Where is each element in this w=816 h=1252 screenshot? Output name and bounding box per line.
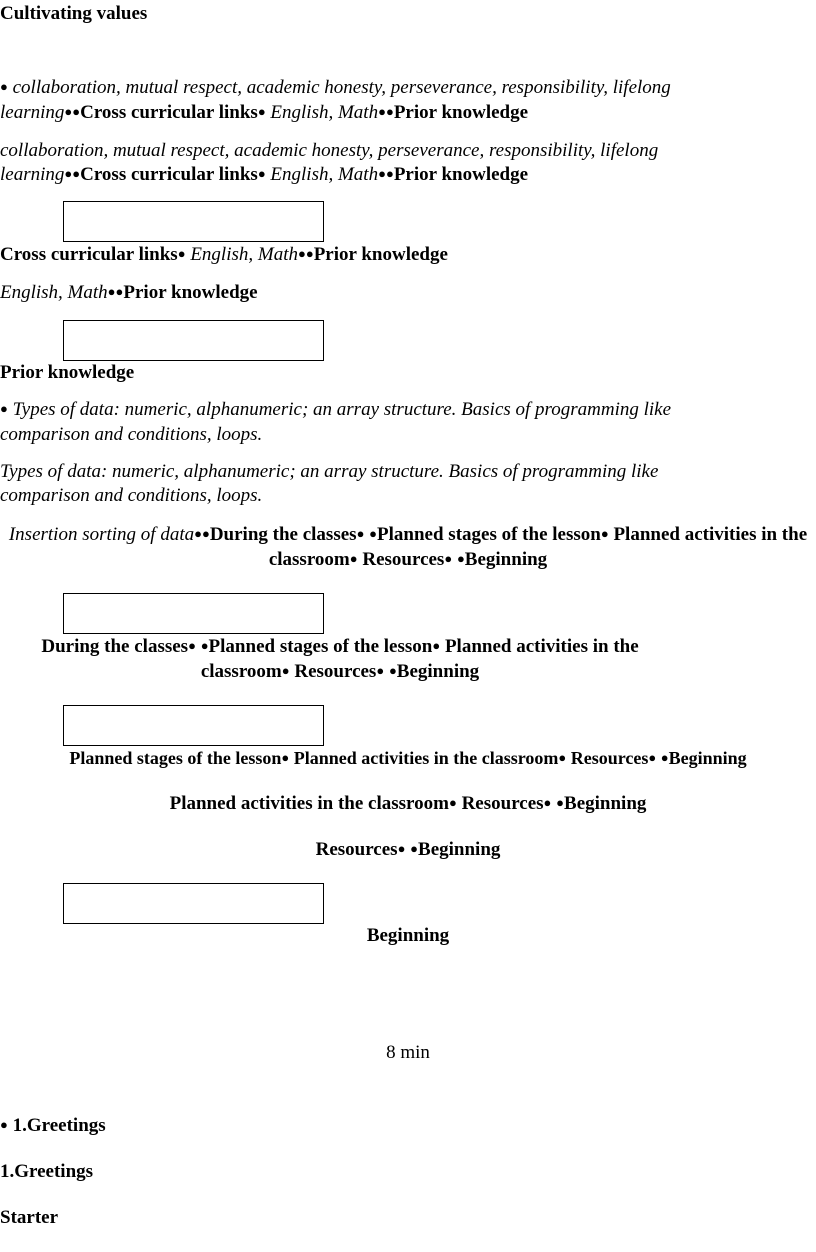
topic-text: Insertion sorting of data [8,524,195,545]
prior-block-2 [0,460,740,508]
cross-value: English, Math [270,164,379,185]
activities-block [0,792,816,817]
bullet [188,636,196,657]
beginning-label: Beginning [396,661,480,682]
cross-value: English, Math [0,282,108,303]
bullet [281,748,289,768]
bullet [544,793,552,814]
beginning-label: Beginning [564,793,647,814]
prior-label: Prior knowledge [123,282,258,303]
bullet [306,244,314,265]
stages-label: Planned stages of the lesson [377,524,601,545]
empty-box [63,320,324,361]
prior-label: Prior knowledge [393,164,529,185]
bullet [432,636,440,657]
bullet [201,636,209,657]
bullet [378,164,386,185]
bullet [648,748,656,768]
prior-heading: Prior knowledge [0,362,135,383]
cross-value: English, Math [190,244,298,265]
bullet [369,524,377,545]
values-block-2 [0,139,740,188]
resources-label: Resources [461,793,544,814]
bullet [378,102,386,123]
values-block-1 [0,76,760,126]
bullet [194,524,202,545]
bullet [282,661,290,682]
bullet [298,244,306,265]
topic-block [0,523,816,573]
cross-value: English, Math [270,102,379,123]
bullet [0,399,8,420]
bullet [556,793,564,814]
bullet [389,661,397,682]
page-heading: Cultivating values [0,3,148,24]
activities-label: Planned activities in the classroom [169,793,449,814]
bullet [386,164,394,185]
during-label: During the classes [41,636,189,657]
beginning-label: Beginning [668,748,747,768]
greeting-text: 1.Greetings [12,1115,106,1136]
prior-label: Prior knowledge [393,102,529,123]
resources-label: Resources [294,661,377,682]
cross-label: Cross curricular links [0,244,178,265]
starter-line: Starter [0,1207,59,1228]
prior-text: Types of data: numeric, alphanumeric; an array structure. Basics of programming like comparison and conditions, loops. [0,399,672,445]
stages-label: Planned stages of the lesson [208,636,433,657]
bullet [410,839,418,860]
empty-box [63,593,324,634]
during-block [0,635,680,685]
activities-label: Planned activities in the classroom [293,748,559,768]
during-label: During the classes [209,524,357,545]
activities-label: Planned activities in the classroom [268,524,808,570]
stages-label: Planned stages of the lesson [69,748,282,768]
prior-block-1 [0,398,760,447]
greeting-line: 1.Greetings [0,1161,94,1182]
values-text: collaboration, mutual respect, academic honesty, perseverance, responsibility, lifelong learning [0,77,671,123]
beginning-heading: Beginning [366,925,450,946]
bullet [357,524,365,545]
resources-label: Resources [315,839,398,860]
bullet [601,524,609,545]
bullet [457,549,465,570]
bullet [449,793,457,814]
resources-label: Resources [570,748,649,768]
duration-text: 8 min [386,1042,430,1063]
cross-block [0,243,816,268]
resources-block [0,838,816,863]
values-text: collaboration, mutual respect, academic honesty, perseverance, responsibility, lifelong learning [0,140,659,185]
empty-box [63,705,324,746]
activities-label: Planned activities in the classroom [200,636,639,682]
bullet [444,549,452,570]
empty-box [63,883,324,924]
bullet [558,748,566,768]
bullet [386,102,394,123]
bullet [398,839,406,860]
prior-label: Prior knowledge [313,244,448,265]
bullet [258,164,266,185]
bullet [376,661,384,682]
beginning-label: Beginning [418,839,501,860]
bullet [178,244,186,265]
bullet [0,77,8,98]
bullet [72,102,80,123]
cross-value-block [0,281,816,306]
cross-label: Cross curricular links [80,102,258,123]
bullet [108,282,116,303]
bullet [661,748,669,768]
stages-block [0,746,816,772]
bullet [350,549,358,570]
bullet [258,102,266,123]
prior-text: Types of data: numeric, alphanumeric; an array structure. Basics of programming like comparison and conditions, loops. [0,461,659,506]
empty-box [63,201,324,242]
bullet [0,1115,8,1136]
resources-label: Resources [362,549,445,570]
cross-label: Cross curricular links [80,164,258,185]
bullet [202,524,210,545]
bullet [72,164,80,185]
beginning-label: Beginning [464,549,548,570]
greeting-bullet-line [0,1114,816,1139]
